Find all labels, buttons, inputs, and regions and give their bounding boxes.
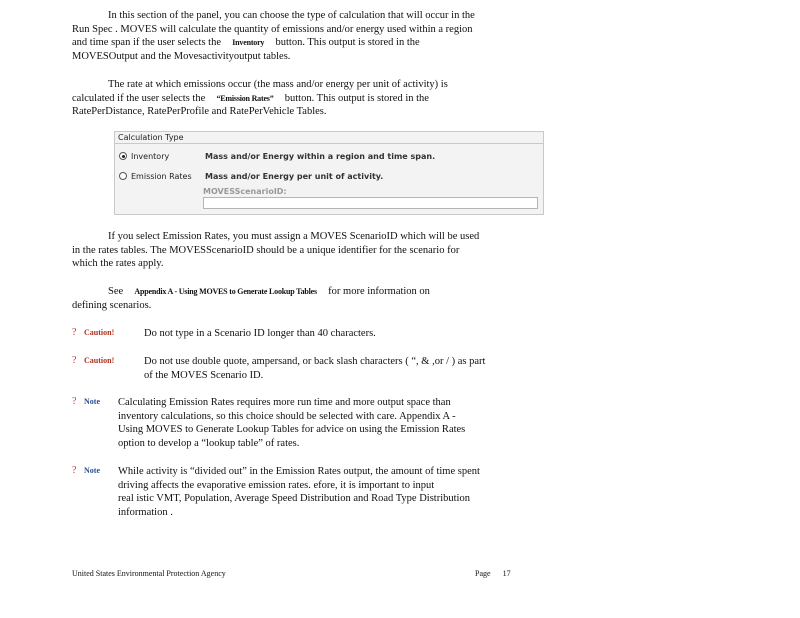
paragraph-see-appendix (72, 285, 532, 312)
paragraph-line: MOVESOutput and the Movesactivityoutput tables. (72, 50, 291, 62)
panel-divider (115, 143, 543, 144)
text-run: and time span if the user selects the (72, 37, 221, 48)
note-label: Note (84, 397, 100, 406)
paragraph-line: in the rates tables. The MOVESScenarioID should be a unique identifier for the scenario for (72, 244, 460, 256)
radio-label[interactable]: Emission Rates (131, 171, 192, 181)
page-number: 17 (502, 569, 511, 578)
paragraph-calculation-type (72, 9, 532, 63)
text-run: button. This output is stored in the (275, 37, 420, 48)
caution-label: Caution! (84, 328, 115, 337)
note-text (118, 396, 528, 450)
note-line: of the MOVES Scenario ID. (144, 369, 264, 381)
radio-label[interactable]: Inventory (131, 151, 170, 161)
caution-text (144, 355, 524, 382)
note-line: driving affects the evaporative emission rates. efore, it is important to input (118, 479, 435, 491)
panel-legend: Calculation Type (118, 133, 184, 142)
appendix-link[interactable]: Appendix A - Using MOVES to Generate Lookup Tables (134, 287, 317, 296)
paragraph-line (72, 285, 532, 299)
radio-emission-rates[interactable] (119, 170, 383, 182)
text-run: for more information on (328, 286, 430, 297)
scenario-id-label: MOVESScenarioID: (203, 187, 287, 196)
note-line: Do not use double quote, ampersand, or back slash characters ( “, & ,or / ) as part (144, 356, 486, 367)
text-run: calculated if the user selects the (72, 92, 206, 104)
paragraph-line: RatePerDistance, RatePerProfile and RatePerVehicle Tables. (72, 106, 327, 117)
footer-page-number (475, 569, 511, 578)
footer-agency: United States Environmental Protection Agency (72, 569, 226, 578)
note-text (118, 465, 528, 519)
note-line: information . (118, 506, 173, 518)
radio-selected-icon[interactable] (119, 152, 127, 160)
paragraph-line: If you select Emission Rates, you must assign a MOVES ScenarioID which will be used (108, 231, 480, 242)
paragraph-line: In this section of the panel, you can choose the type of calculation that will occur in the (108, 10, 475, 21)
paragraph-line: The rate at which emissions occur (the mass and/or energy per unit of activity) is (108, 79, 448, 90)
inventory-button-reference: Inventory (232, 38, 265, 47)
page-label: Page (475, 569, 491, 578)
note-line: option to develop a “lookup table” of rates. (118, 437, 300, 449)
warning-icon: ? (72, 355, 77, 366)
caution-label: Caution! (84, 356, 115, 365)
warning-icon: ? (72, 327, 77, 338)
note-line: inventory calculations, so this choice should be selected with care. Appendix A - (118, 410, 456, 422)
note-line: Calculating Emission Rates requires more run time and more output space than (118, 397, 451, 408)
paragraph-line (72, 36, 532, 50)
paragraph-line: which the rates apply. (72, 258, 164, 269)
note-label: Note (84, 466, 100, 475)
scenario-id-input[interactable] (203, 197, 538, 209)
radio-description: Mass and/or Energy per unit of activity. (205, 171, 384, 181)
note-line: Using MOVES to Generate Lookup Tables for advice on using the Emission Rates (118, 424, 466, 435)
paragraph-line (72, 92, 532, 106)
text-run: See (108, 286, 124, 297)
note-icon: ? (72, 465, 77, 476)
radio-inventory[interactable] (119, 150, 435, 162)
radio-description: Mass and/or Energy within a region and time span. (205, 151, 436, 161)
calculation-type-panel (114, 131, 544, 215)
note-line: Do not type in a Scenario ID longer than 40 characters. (144, 328, 376, 339)
paragraph-line: defining scenarios. (72, 299, 152, 311)
text-run: button. This output is stored in the (284, 92, 429, 104)
note-line: While activity is “divided out” in the Emission Rates output, the amount of time spent (118, 466, 480, 477)
caution-text (144, 327, 524, 341)
radio-unselected-icon[interactable] (119, 172, 127, 180)
note-line: real istic VMT, Population, Average Speed Distribution and Road Type Distribution (118, 493, 470, 504)
paragraph-emission-rates (72, 78, 532, 119)
paragraph-scenario-id (72, 230, 532, 271)
note-icon: ? (72, 396, 77, 407)
paragraph-line: Run Spec . MOVES will calculate the quantity of emissions and/or energy used within a region (72, 23, 473, 35)
emission-rates-button-reference: “Emission Rates” (216, 93, 274, 103)
